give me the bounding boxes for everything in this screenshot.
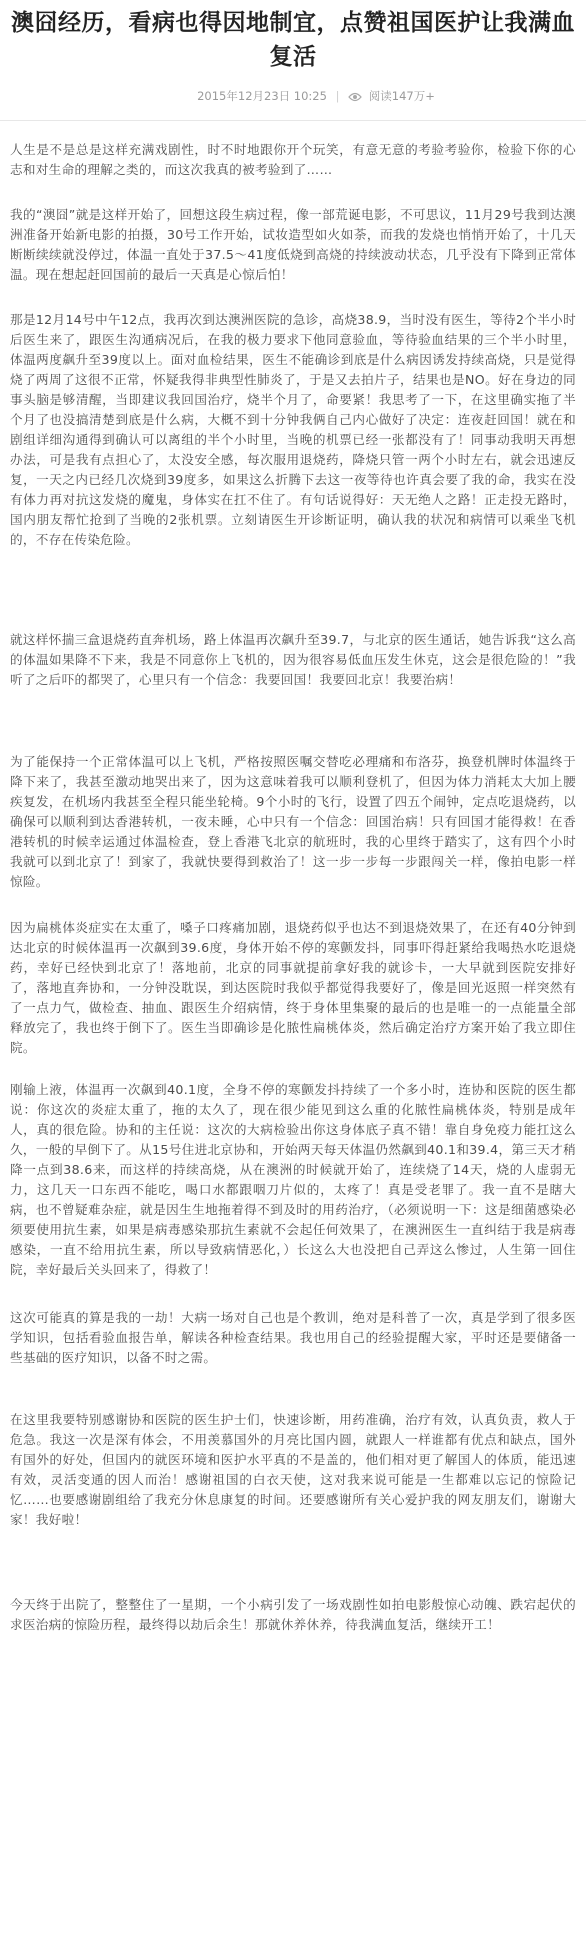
paragraph: 在这里我要特别感谢协和医院的医生护士们，快速诊断，用药准确，治疗有效，认真负责，救人于危急。我这一次是深有体会，不用羡慕国外的月亮比国内圆，就跟人一样谁都有优点和缺点，国外有国外的好处，但国内的就医环境和医护水平真的不是盖的，他们相对更了解国人的体质，能迅速有效，灵活变通的因人而治！感谢祖国的白衣天使，这对我来说可能是一生都难以忘记的惊险记忆……也要感谢剧组给了我充分休息康复的时间。还要感谢所有关心爱护我的网友朋友们，谢谢大家！我好啦！ (10, 1412, 576, 1527)
read-count: 阅读147万+ (368, 89, 435, 103)
paragraph: 刚输上液，体温再一次飙到40.1度，全身不停的寒颤发抖持续了一个多小时，连协和医院的医生都说：你这次的炎症太重了，拖的太久了，现在很少能见到这么重的化脓性扁桃体炎，特别是成年人，真的很危险。协和的主任说：这次的大病检验出你这身体底子真不错！靠自身免疫力能扛这么久，一般的早倒下了。从15号住进北京协和，开始两天每天体温仍然飙到40.1和39.4，第三天才稍降一点到38.6来，而这样的持续高烧，从在澳洲的时候就开始了，连续烧了14天，烧的人虚弱无力，这几天一口东西不能吃，喝口水都跟咽刀片似的，太疼了！真是受老罪了。我一直不是瞎大病，也不曾疑难杂症，就是因生生地拖着得不到及时的用药治疗，（必须说明一下：这是细菌感染必须要使用抗生素，如果是病毒感染那抗生素就不会起任何效果了，在澳洲医生一直纠结于我是病毒感染，一直不给用抗生素，所以导致病情恶化，）长这么大也没把自己弄这么惨过，人生第一回住院，幸好最后关头回来了，得救了！ (10, 1082, 576, 1277)
article-title: 澳囧经历，看病也得因地制宜，点赞祖国医护让我满血复活 (11, 10, 575, 70)
paragraph: 那是12月14号中午12点，我再次到达澳洲医院的急诊，高烧38.9，当时没有医生，等待2个半小时后医生来了，跟医生沟通病况后，在我的极力要求下他同意验血，等待验血结果的三个半小时里，体温两度飙升至39度以上。面对血检结果，医生不能确诊到底是什么病因诱发持续高烧，只是觉得烧了两周了这很不正常，怀疑我得非典型性肺炎了，于是又去拍片子，结果也是NO。好在身边的同事头脑是够清醒，当即建议我回国治疗，烧半个月了，命要紧！我思考了一下，在这里确实拖了半个月了也没搞清楚到底是什么病，大概不到十分钟我俩自己内心做好了决定：连夜赶回国！就在和剧组详细沟通得到确认可以离组的半个小时里，当晚的机票已经一张都没有了！同事动我明天再想办法，可是我有点担心了，太没安全感，每次服用退烧药，降烧只管一两个小时左右，就会迅速反复，一天之内已经几次烧到39度多，如果这么折腾下去这一夜等待也许真会要了我的命，我实在没有体力再对抗这发烧的魔鬼，身体实在扛不住了。有句话说得好：天无绝人之路！正走投无路时，国内朋友帮忙抢到了当晚的2张机票。立刻请医生开诊断证明，确认我的状况和病情可以乘坐飞机的，不存在传染危险。 (10, 312, 576, 547)
eye-icon (348, 92, 362, 102)
article-meta (46, 88, 586, 104)
paragraph: 因为扁桃体炎症实在太重了，嗓子口疼痛加剧，退烧药似乎也达不到退烧效果了，在还有40分钟到达北京的时候体温再一次飙到39.6度，身体开始不停的寒颤发抖，同事吓得赶紧给我喝热水吃退烧药，幸好已经快到北京了！落地前，北京的同事就提前拿好我的就诊卡，一大早就到医院安排好了，落地直奔协和，一分钟没耽误，到达医院时我似乎都觉得我要好了，像是回光返照一样突然有了一点力气，做检查、抽血、跟医生介绍病情，终于身体里集聚的最后的也是唯一的一点能量全部释放完了，我也终于倒下了。医生当即确诊是化脓性扁桃体炎，然后确定治疗方案开始了我立即住院。 (10, 920, 576, 1055)
paragraph: 为了能保持一个正常体温可以上飞机，严格按照医嘱交替吃必理痛和布洛芬，换登机牌时体温终于降下来了，我甚至激动地哭出来了，因为这意味着我可以顺利登机了，但因为体力消耗太大加上腰疾复发，在机场内我甚至全程只能坐轮椅。9个小时的飞行，设置了四五个闹钟，定点吃退烧药，以确保可以顺利到达香港转机，一夜未睡，心中只有一个信念：回国治病！只有回国才能得救！在香港转机的时候幸运通过体温检查，登上香港飞北京的航班时，我的心里终于踏实了，这有四个小时我就可以到北京了！到家了，我就快要得到救治了！这一步一步每一步跟闯关一样，像拍电影一样惊险。 (10, 754, 576, 889)
paragraph: 我的“澳囧”就是这样开始了，回想这段生病过程，像一部荒诞电影，不可思议，11月29号我到达澳洲准备开始新电影的拍摄，30号工作开始，试妆造型如火如荼，而我的发烧也悄悄开始了，十几天断断续续就没停过，体温一直处于37.5～41度低烧到高烧的持续波动状态，几乎没有下降到正常体温。现在想起赶回国前的最后一天真是心惊后怕！ (10, 207, 576, 282)
paragraph: 今天终于出院了，整整住了一星期，一个小病引发了一场戏剧性如拍电影般惊心动魄、跌宕起伏的求医治病的惊险历程，最终得以劫后余生！那就休养休养，待我满血复活，继续开工！ (10, 1597, 576, 1632)
paragraph: 这次可能真的算是我的一劫！大病一场对自己也是个教训，绝对是科普了一次，真是学到了很多医学知识，包括看验血报告单，解读各种检查结果。我也用自己的经验提醒大家，平时还是要储备一些基础的医疗知识，以备不时之需。 (10, 1310, 576, 1365)
paragraph: 人生是不是总是这样充满戏剧性，时不时地跟你开个玩笑，有意无意的考验考验你，检验下你的心志和对生命的理解之类的，而这次我真的被考验到了…… (10, 142, 576, 177)
header-divider (0, 120, 586, 121)
meta-separator: | (335, 89, 340, 103)
paragraph: 就这样怀揣三盒退烧药直奔机场，路上体温再次飙升至39.7，与北京的医生通话，她告诉我“这么高的体温如果降不下来，我是不同意你上飞机的，因为很容易低血压发生休克，这会是很危险的！”我听了之后吓的都哭了，心里只有一个信念：我要回国！我要回北京！我要治病！ (10, 632, 576, 687)
publish-date: 2015年12月23日 10:25 (197, 89, 327, 103)
